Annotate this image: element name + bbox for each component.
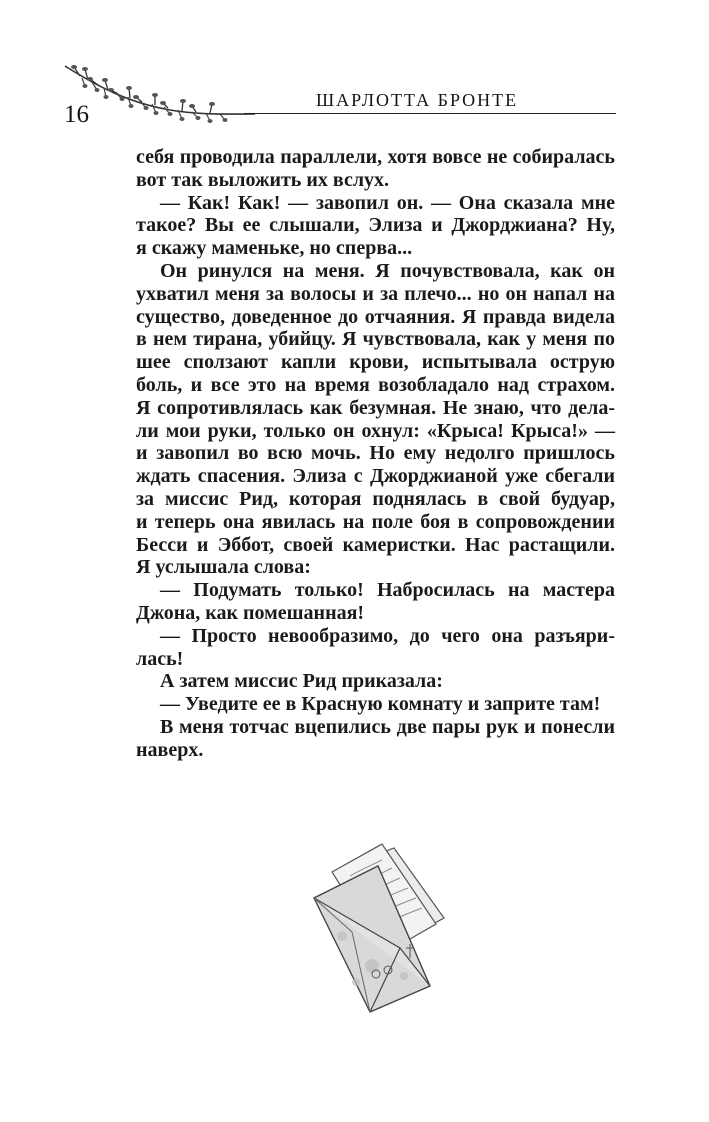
text-line: себя проводила параллели, хотя вовсе не собиралась: [136, 146, 615, 168]
text-line: — Как! Как! — завопил он. — Она сказала мне: [160, 191, 615, 214]
text-line: шее сползают капли крови, испытывала острую: [136, 351, 615, 374]
text-line: ждать спасения. Элиза с Джорджианой уже сбегали: [136, 465, 615, 488]
text-line: Бесси и Эббот, своей камеристки. Нас растащили.: [136, 533, 615, 556]
paragraph: [136, 146, 615, 192]
paragraph: [136, 192, 615, 260]
text-line: и завопил во всю мочь. Но ему недолго пришлось: [136, 442, 615, 465]
text-line: и теперь она явилась на поле боя в сопровождении: [136, 510, 615, 533]
paragraph: [136, 260, 615, 579]
text-line: в нем тирана, убийцу. Я чувствовала, как у меня по: [136, 328, 615, 351]
header-rule: [244, 113, 616, 114]
text-line: существо, доведенное до отчаяния. Я правда видела: [136, 305, 615, 328]
text-line: ли мои руки, только он охнул: «Крыса! Крыса!» —: [136, 419, 615, 442]
text-line: Он ринулся на меня. Я почувствовала, как он: [160, 259, 615, 282]
text-line: вот так выложить их вслух.: [136, 168, 390, 191]
text-line: наверх.: [136, 738, 204, 761]
text-line: такое? Вы ее слышали, Элиза и Джорджиана? Ну,: [136, 214, 615, 237]
text-line: В меня тотчас вцепились две пары рук и понесли: [160, 715, 615, 738]
text-line: за миссис Рид, которая поднялась в свой будуар,: [136, 487, 615, 510]
paragraph: [136, 579, 615, 625]
text-line: ухватил меня за волосы и за плечо... но он напал на: [136, 282, 615, 305]
envelope-with-letter-icon: [312, 836, 452, 1014]
paragraph: [136, 625, 615, 671]
paragraph: [136, 716, 615, 762]
paragraph: [136, 670, 615, 693]
body-text: [136, 146, 615, 762]
text-line: — Просто невообразимо, до чего она разъяри-: [160, 624, 615, 647]
text-line: Джона, как помешанная!: [136, 601, 365, 624]
running-title: ШАРЛОТТА БРОНТЕ: [316, 90, 519, 110]
floral-branch-icon: [60, 58, 260, 138]
text-line: Я услышала слова:: [136, 556, 311, 579]
text-line: А затем миссис Рид приказала:: [160, 670, 443, 693]
text-line: боль, и все это на время возобладало над страхом.: [136, 373, 615, 396]
text-line: Я сопротивлялась как безумная. Не знаю, что дела-: [136, 396, 615, 419]
text-line: лась!: [136, 647, 184, 670]
page-header: [0, 0, 709, 140]
page-number: 16: [64, 101, 89, 128]
text-line: я скажу маменьке, но сперва...: [136, 237, 413, 260]
paragraph: [136, 693, 615, 716]
text-line: — Подумать только! Набросилась на мастера: [160, 579, 615, 602]
text-line: — Уведите ее в Красную комнату и заприте там!: [160, 693, 601, 716]
